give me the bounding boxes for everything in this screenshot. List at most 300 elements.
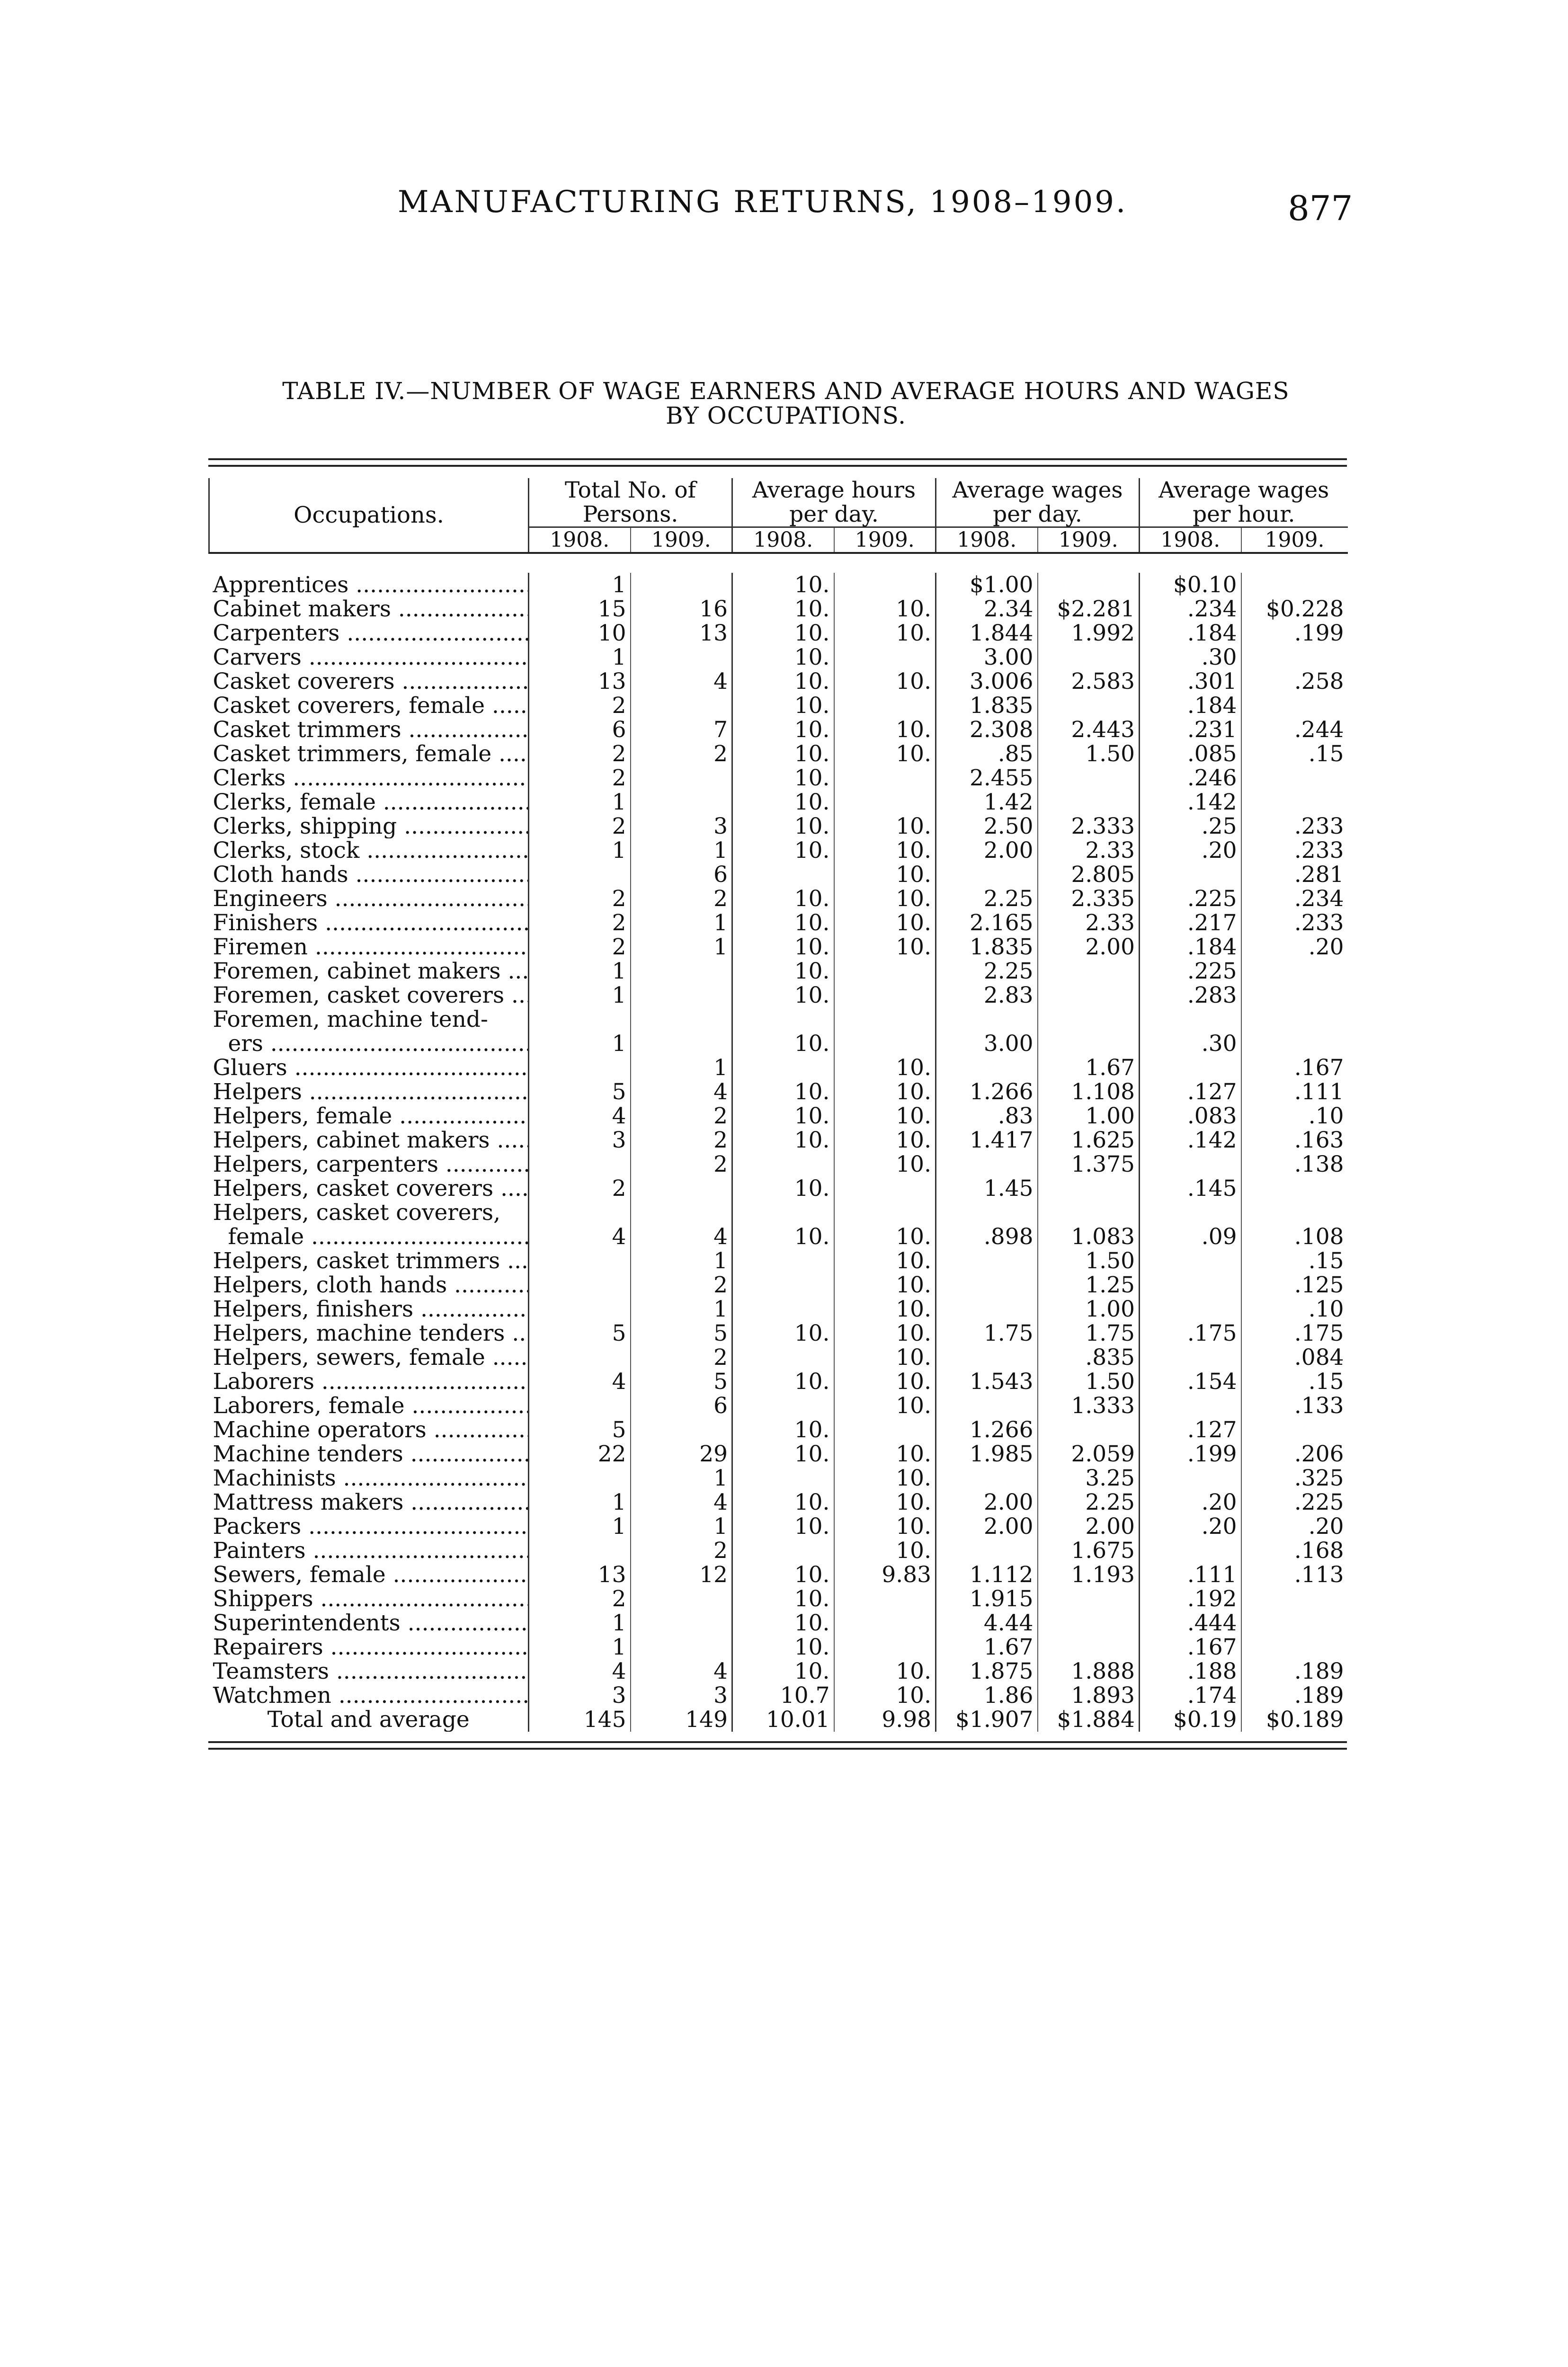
cell-wages-day-1909: 1.992	[1038, 621, 1140, 645]
cell-persons-1908: 1	[529, 1490, 631, 1514]
cell-persons-1908: 1	[529, 645, 631, 669]
cell-wages-hour-1909: .258	[1241, 669, 1348, 694]
cell-persons-1908: 2	[529, 935, 631, 959]
cell-persons-1909: 2	[631, 1539, 732, 1563]
cell-hours-1909: 10.	[834, 1345, 936, 1370]
cell-hours-1909: 10.	[834, 1321, 936, 1345]
bottom-rule-1	[208, 1741, 1347, 1743]
cell-hours-1909: 10.	[834, 935, 936, 959]
cell-wages-hour-1908: .30	[1140, 1032, 1241, 1056]
occupation-name: Clerks, stock	[213, 838, 360, 863]
cell-occupation	[209, 1394, 529, 1418]
cell-occupation	[209, 1249, 529, 1273]
cell-occupation	[209, 1635, 529, 1659]
cell-hours-1909: 10.	[834, 1249, 936, 1273]
cell-persons-1908	[529, 1007, 631, 1032]
cell-occupation	[209, 1587, 529, 1611]
cell-occupation	[209, 1345, 529, 1370]
table-row	[209, 742, 1348, 766]
cell-wages-hour-1909: .233	[1241, 838, 1348, 863]
cell-hours-1908: 10.	[732, 1080, 834, 1104]
cell-wages-hour-1909	[1241, 766, 1348, 790]
cell-occupation	[209, 1514, 529, 1539]
cell-wages-hour-1909: .113	[1241, 1563, 1348, 1587]
total-wages-day-1908: $1.907	[936, 1708, 1038, 1732]
cell-occupation	[209, 1128, 529, 1152]
cell-persons-1909: 2	[631, 742, 732, 766]
table-row	[209, 1442, 1348, 1466]
cell-wages-hour-1908	[1140, 863, 1241, 887]
cell-wages-hour-1909: $0.228	[1241, 597, 1348, 621]
cell-persons-1908: 1	[529, 573, 631, 597]
cell-persons-1908	[529, 1394, 631, 1418]
cell-wages-hour-1908: .174	[1140, 1683, 1241, 1708]
cell-wages-hour-1909: .233	[1241, 911, 1348, 935]
cell-wages-day-1908: 3.00	[936, 1032, 1038, 1056]
wages-hour-header: Average wages per hour.	[1140, 478, 1348, 527]
cell-persons-1909: 4	[631, 1080, 732, 1104]
table-row	[209, 983, 1348, 1007]
cell-persons-1909	[631, 959, 732, 983]
cell-hours-1908: 10.	[732, 1611, 834, 1635]
cell-hours-1909	[834, 1611, 936, 1635]
cell-hours-1908: 10.	[732, 935, 834, 959]
cell-wages-hour-1909: .133	[1241, 1394, 1348, 1418]
cell-persons-1909: 2	[631, 1345, 732, 1370]
cell-persons-1908: 15	[529, 597, 631, 621]
cell-wages-hour-1909: .234	[1241, 887, 1348, 911]
cell-hours-1909	[834, 1587, 936, 1611]
occupation-name: Foremen, casket coverers	[213, 983, 505, 1007]
cell-wages-hour-1909	[1241, 1611, 1348, 1635]
cell-wages-day-1909	[1038, 694, 1140, 718]
cell-wages-day-1909: 1.083	[1038, 1225, 1140, 1249]
cell-hours-1909	[834, 1007, 936, 1032]
cell-occupation	[209, 597, 529, 621]
cell-persons-1909: 5	[631, 1321, 732, 1345]
cell-hours-1908: 10.	[732, 718, 834, 742]
total-row	[209, 1708, 1348, 1732]
cell-persons-1908: 3	[529, 1683, 631, 1708]
cell-wages-day-1908: 1.42	[936, 790, 1038, 814]
cell-persons-1909: 13	[631, 621, 732, 645]
table-row	[209, 645, 1348, 669]
cell-wages-hour-1908: .127	[1140, 1418, 1241, 1442]
cell-hours-1908	[732, 1152, 834, 1176]
table-row	[209, 959, 1348, 983]
year-header: 1908.	[529, 527, 631, 553]
occupation-name: Clerks, shipping	[213, 814, 397, 838]
cell-hours-1909: 10.	[834, 1514, 936, 1539]
year-header: 1908.	[732, 527, 834, 553]
cell-wages-hour-1908	[1140, 1249, 1241, 1273]
cell-wages-hour-1909: .15	[1241, 1249, 1348, 1273]
cell-wages-hour-1909: .10	[1241, 1297, 1348, 1321]
cell-wages-hour-1909	[1241, 1032, 1348, 1056]
cell-wages-day-1909: 1.00	[1038, 1297, 1140, 1321]
cell-persons-1908	[529, 863, 631, 887]
cell-wages-hour-1908: .111	[1140, 1563, 1241, 1587]
table-row	[209, 1007, 1348, 1032]
cell-persons-1908	[529, 1201, 631, 1225]
cell-wages-day-1908: 1.835	[936, 694, 1038, 718]
cell-wages-day-1909: $2.281	[1038, 597, 1140, 621]
cell-wages-hour-1909	[1241, 983, 1348, 1007]
cell-wages-day-1908: 4.44	[936, 1611, 1038, 1635]
cell-persons-1908: 13	[529, 669, 631, 694]
cell-wages-hour-1908: .225	[1140, 887, 1241, 911]
cell-persons-1908	[529, 1345, 631, 1370]
table-row	[209, 1056, 1348, 1080]
cell-hours-1908: 10.	[732, 1563, 834, 1587]
cell-wages-day-1908: 2.00	[936, 1514, 1038, 1539]
cell-wages-hour-1908	[1140, 1297, 1241, 1321]
total-label: Total and average	[267, 1708, 470, 1732]
occupation-name: Laborers	[213, 1370, 314, 1394]
cell-wages-hour-1908: .30	[1140, 645, 1241, 669]
cell-occupation	[209, 1490, 529, 1514]
cell-wages-hour-1908: .20	[1140, 838, 1241, 863]
cell-hours-1908	[732, 1466, 834, 1490]
cell-wages-hour-1908: .192	[1140, 1587, 1241, 1611]
cell-wages-hour-1908: .25	[1140, 814, 1241, 838]
occupation-name: Finishers	[213, 911, 318, 935]
cell-wages-hour-1908: .184	[1140, 935, 1241, 959]
cell-occupation	[209, 1563, 529, 1587]
cell-persons-1909	[631, 1587, 732, 1611]
cell-wages-hour-1909: .167	[1241, 1056, 1348, 1080]
cell-wages-day-1909	[1038, 1201, 1140, 1225]
cell-wages-day-1909: 2.443	[1038, 718, 1140, 742]
cell-wages-day-1908: 2.308	[936, 718, 1038, 742]
cell-wages-day-1908: .83	[936, 1104, 1038, 1128]
occupation-name: Casket trimmers	[213, 718, 401, 742]
table-row	[209, 790, 1348, 814]
occupation-name: Helpers, casket coverers	[213, 1176, 494, 1201]
cell-hours-1909: 10.	[834, 1370, 936, 1394]
occupation-name: Gluers	[213, 1056, 287, 1080]
cell-hours-1908: 10.	[732, 1418, 834, 1442]
table-row	[209, 911, 1348, 935]
table-row	[209, 1080, 1348, 1104]
cell-persons-1908: 4	[529, 1659, 631, 1683]
cell-hours-1908: 10.	[732, 1442, 834, 1466]
cell-hours-1909	[834, 1176, 936, 1201]
table-title-line-2: BY OCCUPATIONS.	[665, 402, 907, 429]
occupations-table	[208, 478, 1348, 1732]
occupation-name: Machine tenders	[213, 1442, 403, 1466]
cell-wages-hour-1909: .10	[1241, 1104, 1348, 1128]
table-row	[209, 814, 1348, 838]
cell-persons-1909: 29	[631, 1442, 732, 1466]
cell-wages-day-1908	[936, 1345, 1038, 1370]
cell-wages-hour-1909: .15	[1241, 1370, 1348, 1394]
cell-wages-hour-1909	[1241, 1587, 1348, 1611]
cell-wages-day-1909: .835	[1038, 1345, 1140, 1370]
year-header: 1909.	[834, 527, 936, 553]
cell-hours-1908: 10.	[732, 814, 834, 838]
cell-persons-1908: 2	[529, 887, 631, 911]
table-row	[209, 1152, 1348, 1176]
occupation-name: Painters	[213, 1539, 306, 1563]
cell-occupation	[209, 1321, 529, 1345]
cell-hours-1908	[732, 1273, 834, 1297]
cell-wages-day-1909	[1038, 1611, 1140, 1635]
occupation-name: Foremen, machine tend-	[213, 1007, 488, 1032]
cell-wages-day-1909	[1038, 959, 1140, 983]
cell-wages-hour-1908: .09	[1140, 1225, 1241, 1249]
running-head: MANUFACTURING RETURNS, 1908–1909.	[398, 185, 1128, 220]
cell-wages-day-1908: 1.543	[936, 1370, 1038, 1394]
cell-hours-1909: 10.	[834, 1539, 936, 1563]
cell-hours-1908: 10.	[732, 1370, 834, 1394]
cell-wages-hour-1909	[1241, 1635, 1348, 1659]
occupation-name: Casket coverers	[213, 669, 395, 694]
occupation-name: Helpers, casket trimmers	[213, 1249, 500, 1273]
cell-wages-day-1908: 1.875	[936, 1659, 1038, 1683]
cell-wages-day-1909: 1.675	[1038, 1539, 1140, 1563]
cell-wages-hour-1909: .206	[1241, 1442, 1348, 1466]
cell-wages-day-1908: 1.266	[936, 1080, 1038, 1104]
cell-hours-1908	[732, 1201, 834, 1225]
cell-wages-hour-1908: .20	[1140, 1514, 1241, 1539]
cell-wages-day-1908: $1.00	[936, 573, 1038, 597]
cell-wages-day-1908: 1.915	[936, 1587, 1038, 1611]
cell-hours-1908	[732, 1539, 834, 1563]
cell-hours-1908: 10.	[732, 645, 834, 669]
cell-hours-1909: 10.	[834, 718, 936, 742]
cell-wages-day-1909: 1.893	[1038, 1683, 1140, 1708]
cell-wages-hour-1909: .175	[1241, 1321, 1348, 1345]
cell-persons-1908: 5	[529, 1080, 631, 1104]
cell-persons-1908: 2	[529, 1587, 631, 1611]
cell-hours-1908	[732, 863, 834, 887]
cell-wages-hour-1909: .189	[1241, 1683, 1348, 1708]
cell-persons-1908	[529, 1297, 631, 1321]
cell-occupation	[209, 863, 529, 887]
cell-wages-hour-1909: .15	[1241, 742, 1348, 766]
cell-persons-1909: 7	[631, 718, 732, 742]
cell-hours-1908: 10.	[732, 597, 834, 621]
cell-wages-day-1909: 1.375	[1038, 1152, 1140, 1176]
total-persons-1908: 145	[529, 1708, 631, 1732]
cell-wages-hour-1908	[1140, 1273, 1241, 1297]
cell-hours-1909: 10.	[834, 1683, 936, 1708]
cell-hours-1909	[834, 790, 936, 814]
cell-hours-1908: 10.	[732, 766, 834, 790]
cell-hours-1909: 10.	[834, 1056, 936, 1080]
cell-hours-1909: 10.	[834, 1297, 936, 1321]
table-row	[209, 1249, 1348, 1273]
cell-wages-day-1908	[936, 1394, 1038, 1418]
cell-wages-hour-1909: .168	[1241, 1539, 1348, 1563]
cell-persons-1909: 2	[631, 1273, 732, 1297]
cell-hours-1908	[732, 1297, 834, 1321]
cell-occupation	[209, 838, 529, 863]
cell-persons-1909: 12	[631, 1563, 732, 1587]
cell-wages-day-1908: .85	[936, 742, 1038, 766]
cell-persons-1909: 1	[631, 1297, 732, 1321]
cell-hours-1909: 10.	[834, 1442, 936, 1466]
cell-persons-1908: 2	[529, 911, 631, 935]
cell-persons-1908: 10	[529, 621, 631, 645]
cell-hours-1908	[732, 1056, 834, 1080]
cell-wages-hour-1909	[1241, 694, 1348, 718]
cell-wages-day-1909: 3.25	[1038, 1466, 1140, 1490]
cell-persons-1909	[631, 694, 732, 718]
cell-wages-hour-1908	[1140, 1345, 1241, 1370]
cell-wages-day-1908: 1.112	[936, 1563, 1038, 1587]
cell-wages-hour-1909: .233	[1241, 814, 1348, 838]
cell-persons-1908: 2	[529, 1176, 631, 1201]
year-header: 1909.	[1038, 527, 1140, 553]
cell-wages-day-1909: 2.583	[1038, 669, 1140, 694]
cell-hours-1908: 10.	[732, 790, 834, 814]
cell-wages-hour-1908: .283	[1140, 983, 1241, 1007]
cell-hours-1908: 10.	[732, 838, 834, 863]
cell-wages-hour-1908	[1140, 1201, 1241, 1225]
occupation-name: Teamsters	[213, 1659, 330, 1683]
occupation-name: female	[228, 1225, 304, 1249]
cell-persons-1909: 4	[631, 1659, 732, 1683]
occupation-name: Helpers, casket coverers,	[213, 1201, 501, 1225]
cell-wages-day-1909	[1038, 1176, 1140, 1201]
cell-persons-1908: 1	[529, 1514, 631, 1539]
table-row	[209, 1587, 1348, 1611]
cell-occupation	[209, 1370, 529, 1394]
cell-wages-hour-1908: .127	[1140, 1080, 1241, 1104]
cell-occupation	[209, 766, 529, 790]
cell-wages-day-1908	[936, 863, 1038, 887]
cell-wages-hour-1908: .142	[1140, 790, 1241, 814]
occupation-name: Foremen, cabinet makers	[213, 959, 501, 983]
cell-wages-hour-1909: .125	[1241, 1273, 1348, 1297]
occupation-name: Machinists	[213, 1466, 336, 1490]
cell-wages-day-1908	[936, 1056, 1038, 1080]
occupation-name: Cabinet makers	[213, 597, 391, 621]
cell-persons-1909: 1	[631, 1466, 732, 1490]
table-row	[209, 718, 1348, 742]
cell-persons-1908: 2	[529, 742, 631, 766]
cell-wages-day-1909: 2.00	[1038, 935, 1140, 959]
cell-persons-1908: 3	[529, 1128, 631, 1152]
cell-hours-1909: 10.	[834, 1394, 936, 1418]
cell-hours-1908: 10.	[732, 1104, 834, 1128]
cell-wages-day-1909	[1038, 1007, 1140, 1032]
cell-persons-1908: 1	[529, 1032, 631, 1056]
table-row	[209, 1394, 1348, 1418]
cell-occupation	[209, 887, 529, 911]
cell-occupation	[209, 983, 529, 1007]
cell-occupation	[209, 1176, 529, 1201]
table-title-line-1: TABLE IV.—NUMBER OF WAGE EARNERS AND AVERAGE HOURS AND WAGES	[282, 377, 1290, 405]
cell-persons-1908: 2	[529, 814, 631, 838]
cell-hours-1909: 10.	[834, 887, 936, 911]
year-header: 1908.	[1140, 527, 1241, 553]
cell-hours-1909	[834, 983, 936, 1007]
cell-wages-hour-1908: .085	[1140, 742, 1241, 766]
table-row	[209, 935, 1348, 959]
cell-hours-1908: 10.	[732, 573, 834, 597]
table-row	[209, 1659, 1348, 1683]
occupation-name: ers	[228, 1032, 263, 1056]
occupation-name: Clerks	[213, 766, 286, 790]
cell-hours-1908: 10.	[732, 1176, 834, 1201]
cell-wages-hour-1908: .246	[1140, 766, 1241, 790]
table-row	[209, 1297, 1348, 1321]
cell-wages-hour-1908	[1140, 1539, 1241, 1563]
year-header: 1909.	[631, 527, 732, 553]
cell-wages-day-1908: .898	[936, 1225, 1038, 1249]
cell-wages-hour-1909: .281	[1241, 863, 1348, 887]
table-row	[209, 1104, 1348, 1128]
hours-header: Average hours per day.	[732, 478, 936, 527]
cell-persons-1909: 1	[631, 1249, 732, 1273]
cell-occupation	[209, 1611, 529, 1635]
header-rule	[209, 553, 1348, 573]
occupation-name: Helpers, carpenters	[213, 1152, 438, 1176]
occupation-name: Sewers, female	[213, 1563, 386, 1587]
cell-persons-1909	[631, 766, 732, 790]
table-row	[209, 1273, 1348, 1297]
cell-wages-day-1908: 1.67	[936, 1635, 1038, 1659]
cell-occupation	[209, 1225, 529, 1249]
occupation-name: Watchmen	[213, 1683, 331, 1708]
cell-hours-1909	[834, 959, 936, 983]
cell-hours-1908	[732, 1007, 834, 1032]
cell-hours-1908: 10.	[732, 983, 834, 1007]
cell-persons-1908: 22	[529, 1442, 631, 1466]
occupation-name: Repairers	[213, 1635, 323, 1659]
cell-wages-day-1909: 1.625	[1038, 1128, 1140, 1152]
cell-persons-1909: 2	[631, 887, 732, 911]
cell-wages-day-1908	[936, 1539, 1038, 1563]
cell-wages-day-1909	[1038, 573, 1140, 597]
occupation-name: Cloth hands	[213, 863, 348, 887]
cell-wages-hour-1908: $0.10	[1140, 573, 1241, 597]
cell-wages-day-1908: 1.45	[936, 1176, 1038, 1201]
cell-wages-day-1909: 2.25	[1038, 1490, 1140, 1514]
cell-occupation	[209, 1007, 529, 1032]
cell-persons-1909	[631, 1007, 732, 1032]
bottom-rule-2	[208, 1748, 1347, 1750]
cell-persons-1909	[631, 983, 732, 1007]
cell-wages-hour-1908: .444	[1140, 1611, 1241, 1635]
cell-wages-hour-1909: .325	[1241, 1466, 1348, 1490]
cell-persons-1908: 5	[529, 1418, 631, 1442]
cell-hours-1909	[834, 573, 936, 597]
cell-occupation	[209, 621, 529, 645]
total-wages-hour-1909: $0.189	[1241, 1708, 1348, 1732]
cell-persons-1909: 1	[631, 1514, 732, 1539]
cell-wages-hour-1909	[1241, 959, 1348, 983]
cell-wages-hour-1908: .217	[1140, 911, 1241, 935]
cell-occupation	[209, 1273, 529, 1297]
cell-wages-hour-1909: .108	[1241, 1225, 1348, 1249]
cell-hours-1909: 10.	[834, 669, 936, 694]
table-row	[209, 1225, 1348, 1249]
cell-hours-1909: 10.	[834, 1080, 936, 1104]
cell-wages-hour-1909: .199	[1241, 621, 1348, 645]
cell-wages-day-1908: 3.00	[936, 645, 1038, 669]
occupation-name: Carvers	[213, 645, 302, 669]
table-row	[209, 1539, 1348, 1563]
cell-hours-1908: 10.	[732, 1225, 834, 1249]
cell-hours-1908: 10.	[732, 694, 834, 718]
cell-wages-hour-1908: .167	[1140, 1635, 1241, 1659]
cell-persons-1908: 1	[529, 983, 631, 1007]
cell-wages-hour-1909: .189	[1241, 1659, 1348, 1683]
